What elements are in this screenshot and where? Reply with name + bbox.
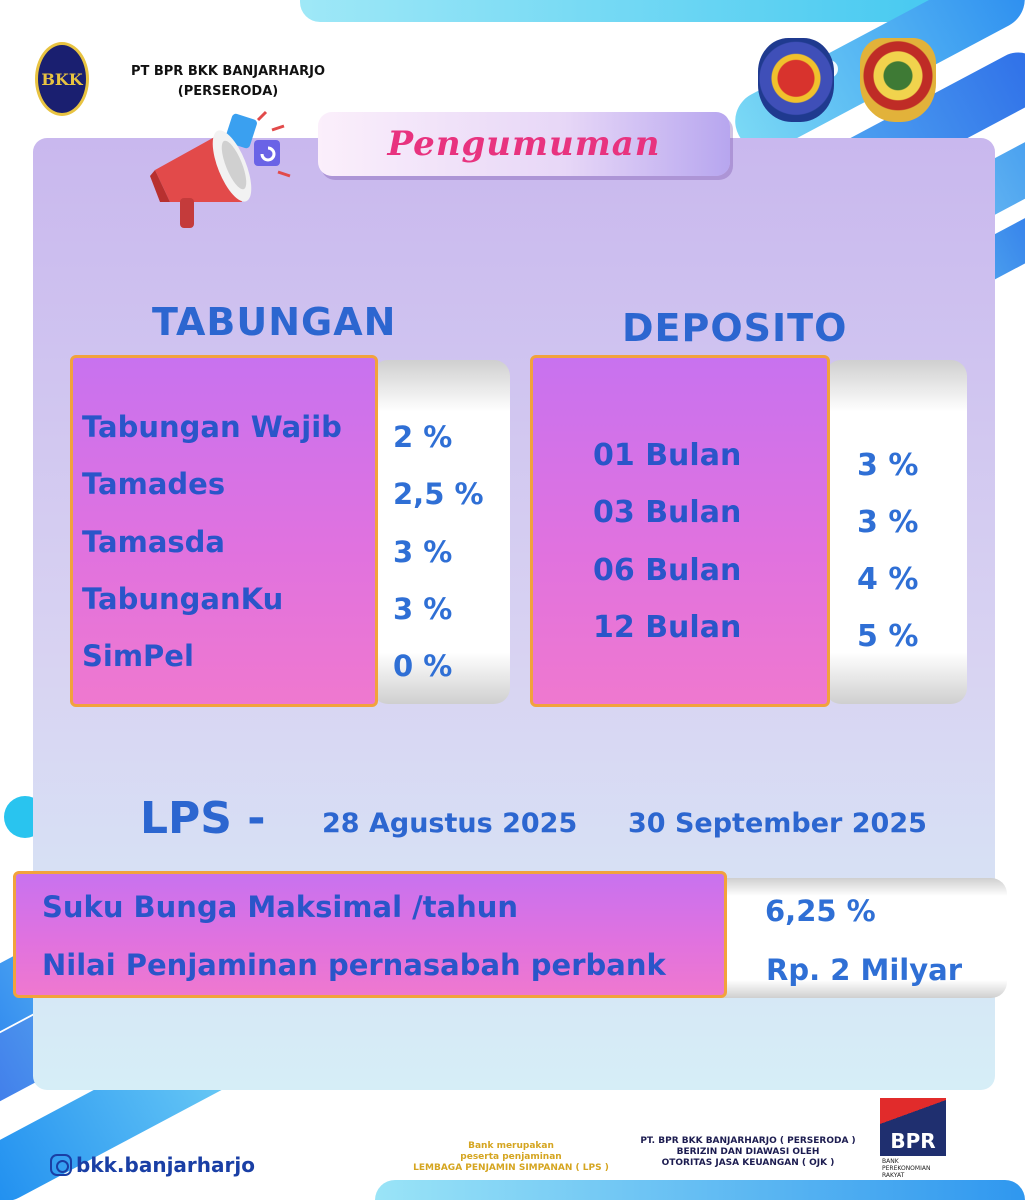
lps-row-value: Rp. 2 Milyar xyxy=(766,953,962,987)
tabungan-item-rate: 3 % xyxy=(393,592,453,626)
tabungan-title: TABUNGAN xyxy=(152,300,397,344)
tabungan-item-rate: 3 % xyxy=(393,535,453,569)
deposito-item-rate: 3 % xyxy=(857,505,919,540)
bpr-caption-line: RAKYAT xyxy=(882,1172,905,1179)
bpr-logo-icon xyxy=(880,1098,946,1188)
tabungan-item-name: Tabungan Wajib xyxy=(82,410,342,444)
tabungan-item-name: TabunganKu xyxy=(82,582,284,616)
ojk-note-line: PT. BPR BKK BANJARHARJO ( PERSERODA ) xyxy=(640,1136,856,1146)
tabungan-item-rate: 2,5 % xyxy=(393,477,484,511)
tabungan-item-rate: 0 % xyxy=(393,649,453,683)
ojk-note-line: OTORITAS JASA KEUANGAN ( OJK ) xyxy=(661,1158,835,1168)
lps-note-line: peserta penjaminan xyxy=(460,1152,562,1162)
ojk-note-line: BERIZIN DAN DIAWASI OLEH xyxy=(676,1147,820,1157)
deposito-name-panel xyxy=(530,355,830,707)
lps-note-line: LEMBAGA PENJAMIN SIMPANAN ( LPS ) xyxy=(413,1163,609,1173)
deposito-item-name: 01 Bulan xyxy=(593,438,742,473)
deposito-item-rate: 3 % xyxy=(857,448,919,483)
megaphone-icon xyxy=(150,110,295,240)
instagram-handle[interactable] xyxy=(50,1153,255,1177)
lps-row-name: Suku Bunga Maksimal /tahun xyxy=(42,890,519,924)
lps-date-end: 30 September 2025 xyxy=(628,808,927,839)
lps-membership-note xyxy=(396,1141,626,1174)
lps-date-start: 28 Agustus 2025 xyxy=(322,808,578,839)
company-name-line2: (PERSERODA) xyxy=(177,84,279,99)
tabungan-item-rate: 2 % xyxy=(393,420,453,454)
lps-note-line: Bank merupakan xyxy=(468,1141,554,1151)
tabungan-item-name: Tamasda xyxy=(82,525,225,559)
brebes-regency-emblem-icon xyxy=(758,38,834,122)
bpr-caption-line: BANK xyxy=(882,1158,899,1165)
bpr-caption-line: PEREKONOMIAN xyxy=(882,1165,931,1172)
banner-title: Pengumuman xyxy=(387,124,661,164)
bpr-logo-text: BPR xyxy=(880,1126,946,1156)
deposito-item-rate: 5 % xyxy=(857,619,919,654)
deposito-item-name: 06 Bulan xyxy=(593,553,742,588)
announcement-banner xyxy=(318,112,730,176)
instagram-handle-text: bkk.banjarharjo xyxy=(76,1153,255,1177)
deposito-title: DEPOSITO xyxy=(622,306,848,350)
instagram-icon xyxy=(50,1154,72,1176)
deposito-item-rate: 4 % xyxy=(857,562,919,597)
deposito-item-name: 12 Bulan xyxy=(593,610,742,645)
bkk-logo-icon: BKK xyxy=(35,42,89,116)
lps-row-name: Nilai Penjaminan pernasabah perbank xyxy=(42,948,666,982)
company-name xyxy=(108,62,348,102)
deposito-item-name: 03 Bulan xyxy=(593,495,742,530)
company-name-line1: PT BPR BKK BANJARHARJO xyxy=(130,64,326,79)
bpr-logo-caption xyxy=(882,1158,962,1179)
tabungan-item-name: SimPel xyxy=(82,639,194,673)
lps-row-value: 6,25 % xyxy=(765,894,876,928)
bpr-logo-flag xyxy=(880,1098,946,1126)
central-java-emblem-icon xyxy=(860,38,936,122)
ojk-supervision-note xyxy=(628,1136,868,1169)
lps-title: LPS - xyxy=(140,793,266,844)
tabungan-item-name: Tamades xyxy=(82,467,226,501)
